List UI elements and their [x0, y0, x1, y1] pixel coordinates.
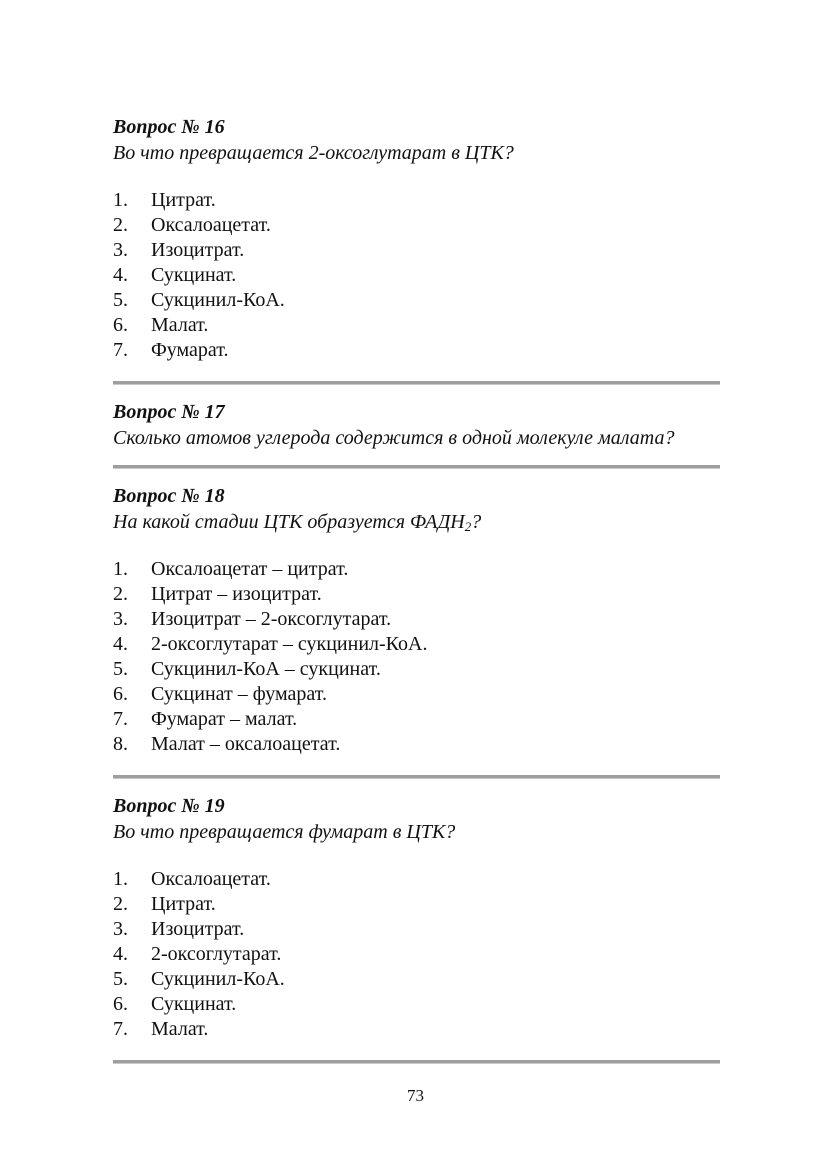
answer-option: 5. Сукцинил-КоА – сукцинат.	[113, 658, 381, 680]
question-heading: Вопрос № 17	[113, 401, 225, 423]
answer-option: 3. Изоцитрат.	[113, 918, 245, 940]
question-18	[113, 481, 720, 757]
answer-option: 2. Цитрат – изоцитрат.	[113, 583, 322, 605]
answer-option: 1. Оксалоацетат.	[113, 868, 271, 890]
answer-option: 3. Изоцитрат.	[113, 239, 245, 261]
question-16	[113, 112, 720, 363]
page-number: 73	[407, 1086, 424, 1105]
question-19	[113, 791, 720, 1042]
answer-option: 6. Малат.	[113, 314, 209, 336]
section-divider	[113, 1060, 720, 1064]
answer-options	[113, 188, 720, 363]
answer-options	[113, 867, 720, 1042]
question-heading: Вопрос № 16	[113, 116, 225, 138]
question-text: На какой стадии ЦТК образуется $ФАДН_2$?	[113, 511, 482, 534]
answer-option: 7. Фумарат – малат.	[113, 708, 298, 730]
document-page	[113, 112, 720, 1064]
answer-option: 1. Оксалоацетат – цитрат.	[113, 558, 349, 580]
answer-option: 4. 2-оксоглутарат – сукцинил-КоА.	[113, 633, 428, 655]
section-divider	[113, 775, 720, 779]
answer-option: 6. Сукцинат – фумарат.	[113, 683, 327, 705]
answer-option: 7. Малат.	[113, 1018, 209, 1040]
answer-option: 5. Сукцинил-КоА.	[113, 289, 285, 311]
answer-option: 1. Цитрат.	[113, 189, 216, 211]
question-text: Во что превращается 2-оксоглутарат в ЦТК?	[113, 142, 514, 164]
question-text: Сколько атомов углерода содержится в одной молекуле малата?	[113, 427, 675, 449]
answer-option: 2. Оксалоацетат.	[113, 214, 271, 236]
answer-option: 3. Изоцитрат – 2-оксоглутарат.	[113, 608, 392, 630]
question-17	[113, 397, 720, 451]
answer-option: 6. Сукцинат.	[113, 993, 237, 1015]
answer-option: 4. Сукцинат.	[113, 264, 237, 286]
answer-option: 2. Цитрат.	[113, 893, 216, 915]
answer-option: 4. 2-оксоглутарат.	[113, 943, 282, 965]
question-heading: Вопрос № 18	[113, 485, 225, 507]
section-divider	[113, 465, 720, 469]
answer-option: 8. Малат – оксалоацетат.	[113, 733, 341, 755]
answer-option: 5. Сукцинил-КоА.	[113, 968, 285, 990]
question-heading: Вопрос № 19	[113, 795, 225, 817]
question-text: Во что превращается фумарат в ЦТК?	[113, 821, 456, 843]
section-divider	[113, 381, 720, 385]
answer-option: 7. Фумарат.	[113, 339, 229, 361]
answer-options	[113, 557, 720, 757]
